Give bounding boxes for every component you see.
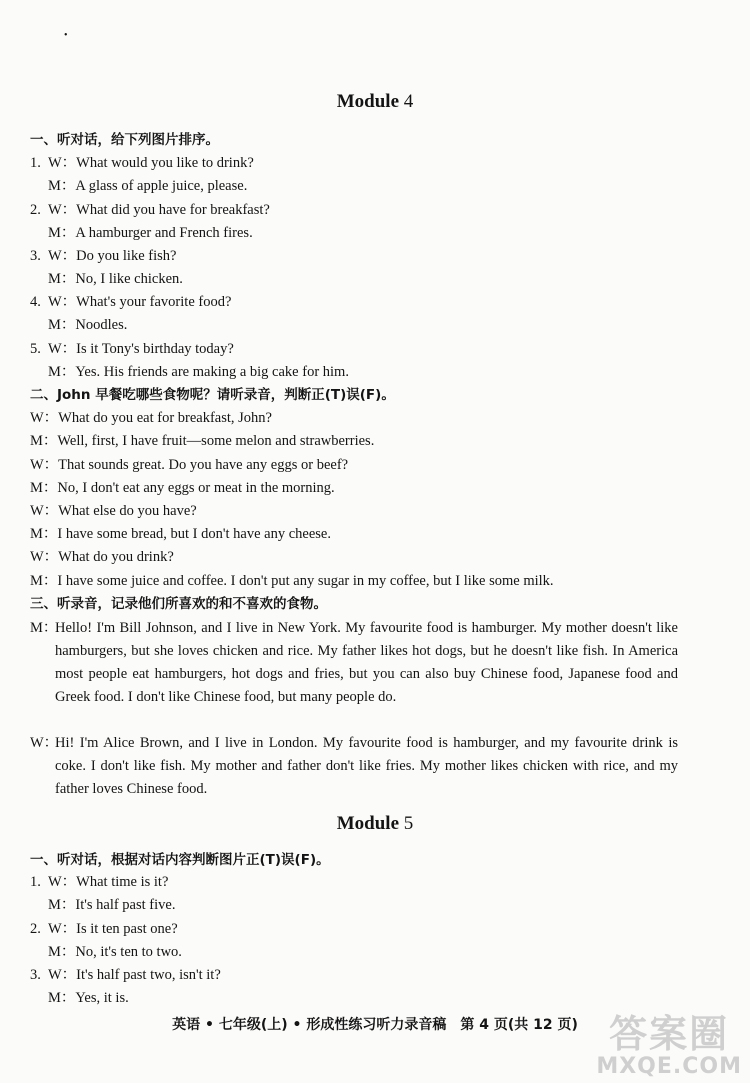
m5-item-2-m: M：No, it's ten to two.: [48, 944, 182, 960]
passage-alice: [30, 732, 678, 801]
dialog-line: W：Is it Tony's birthday today?: [48, 341, 234, 357]
dialog-line: W：What time is it?: [48, 874, 169, 890]
m5-item-2-w: [30, 920, 178, 938]
item-4-m: M：Noodles.: [48, 317, 128, 333]
dialog-line: W：What do you drink?: [30, 549, 174, 565]
dialog-line: W：What would you like to drink?: [48, 155, 254, 171]
dialog-line: M：I have some bread, but I don't have any cheese.: [30, 526, 331, 542]
section-1-title: 一、听对话，给下列图片排序。: [30, 132, 219, 148]
dialog-line: W：That sounds great. Do you have any eggs or beef?: [30, 457, 349, 473]
item-number: 4.: [30, 294, 41, 310]
item-number: 1.: [30, 155, 41, 171]
item-number: 2.: [30, 921, 41, 937]
m5-section-1-title: 一、听对话，根据对话内容判断图片正(T)误(F)。: [30, 852, 330, 868]
item-4-w: [30, 293, 231, 311]
page-footer: 英语 • 七年级(上) • 形成性练习听力录音稿 第 4 页(共 12 页): [172, 1017, 578, 1033]
section-2-title: 二、John 早餐吃哪些食物呢？请听录音，判断正(T)误(F)。: [30, 387, 395, 403]
speaker-label: M：: [30, 620, 58, 636]
dialog-line: M：No, I don't eat any eggs or meat in the morning.: [30, 480, 335, 496]
dialog-line: W：What do you eat for breakfast, John?: [30, 410, 272, 426]
dialog-line: W：What else do you have?: [30, 503, 197, 519]
item-5-w: [30, 340, 234, 358]
speaker-label: W：: [30, 735, 59, 751]
watermark-url: MXQE.COM: [596, 1054, 742, 1079]
dialog-line: W：What's your favorite food?: [48, 294, 232, 310]
item-number: 3.: [30, 248, 41, 264]
module-label: Module: [336, 813, 400, 834]
item-number: 1.: [30, 874, 41, 890]
m5-item-1-m: M：It's half past five.: [48, 897, 176, 913]
dialog-line: W：It's half past two, isn't it?: [48, 967, 221, 983]
m5-item-3-m: M：Yes, it is.: [48, 990, 129, 1006]
dialog-line: M：Well, first, I have fruit—some melon and strawberries.: [30, 433, 375, 449]
module-number: 4: [403, 91, 414, 112]
m5-item-3-w: [30, 966, 221, 984]
passage-text: Hello! I'm Bill Johnson, and I live in New York. My favourite food is hamburger. My mother doesn't like hamburgers, but she loves chicken and rice. My father likes hot dogs, but he doesn't like fish. In America most people eat hamburgers, hot dogs and fries, but you can also buy Chinese food, Japanese food and Greek food. I don't like Chinese food, but many people do.: [55, 620, 678, 705]
item-2-m: M：A hamburger and French fires.: [48, 225, 253, 241]
watermark-logo: 答案圈: [609, 1012, 730, 1056]
m5-item-1-w: [30, 873, 168, 891]
item-1-m: M：A glass of apple juice, please.: [48, 178, 248, 194]
passage-text: Hi! I'm Alice Brown, and I live in London. My favourite food is hamburger, and my favourite drink is coke. I don't like fish. My mother and father don't like fries. My mother likes chicken with rice, and my father loves Chinese food.: [55, 735, 678, 797]
dialog-line: M：I have some juice and coffee. I don't put any sugar in my coffee, but I like some milk.: [30, 573, 554, 589]
module-label: Module: [336, 91, 400, 112]
dialog-line: W：Is it ten past one?: [48, 921, 178, 937]
item-3-w: [30, 247, 176, 265]
module-number: 5: [403, 813, 414, 834]
module-4-heading: [0, 91, 750, 113]
item-1-w: [30, 154, 254, 172]
page-mark: •: [64, 30, 68, 41]
item-5-m: M：Yes. His friends are making a big cake for him.: [48, 364, 349, 380]
dialog-line: W：Do you like fish?: [48, 248, 177, 264]
item-3-m: M：No, I like chicken.: [48, 271, 183, 287]
watermark: [596, 1013, 742, 1079]
item-2-w: [30, 201, 270, 219]
module-5-heading: [0, 813, 750, 835]
item-number: 2.: [30, 202, 41, 218]
passage-bill: [30, 617, 678, 709]
item-number: 5.: [30, 341, 41, 357]
item-number: 3.: [30, 967, 41, 983]
dialog-line: W：What did you have for breakfast?: [48, 202, 270, 218]
section-3-title: 三、听录音，记录他们所喜欢的和不喜欢的食物。: [30, 596, 327, 612]
